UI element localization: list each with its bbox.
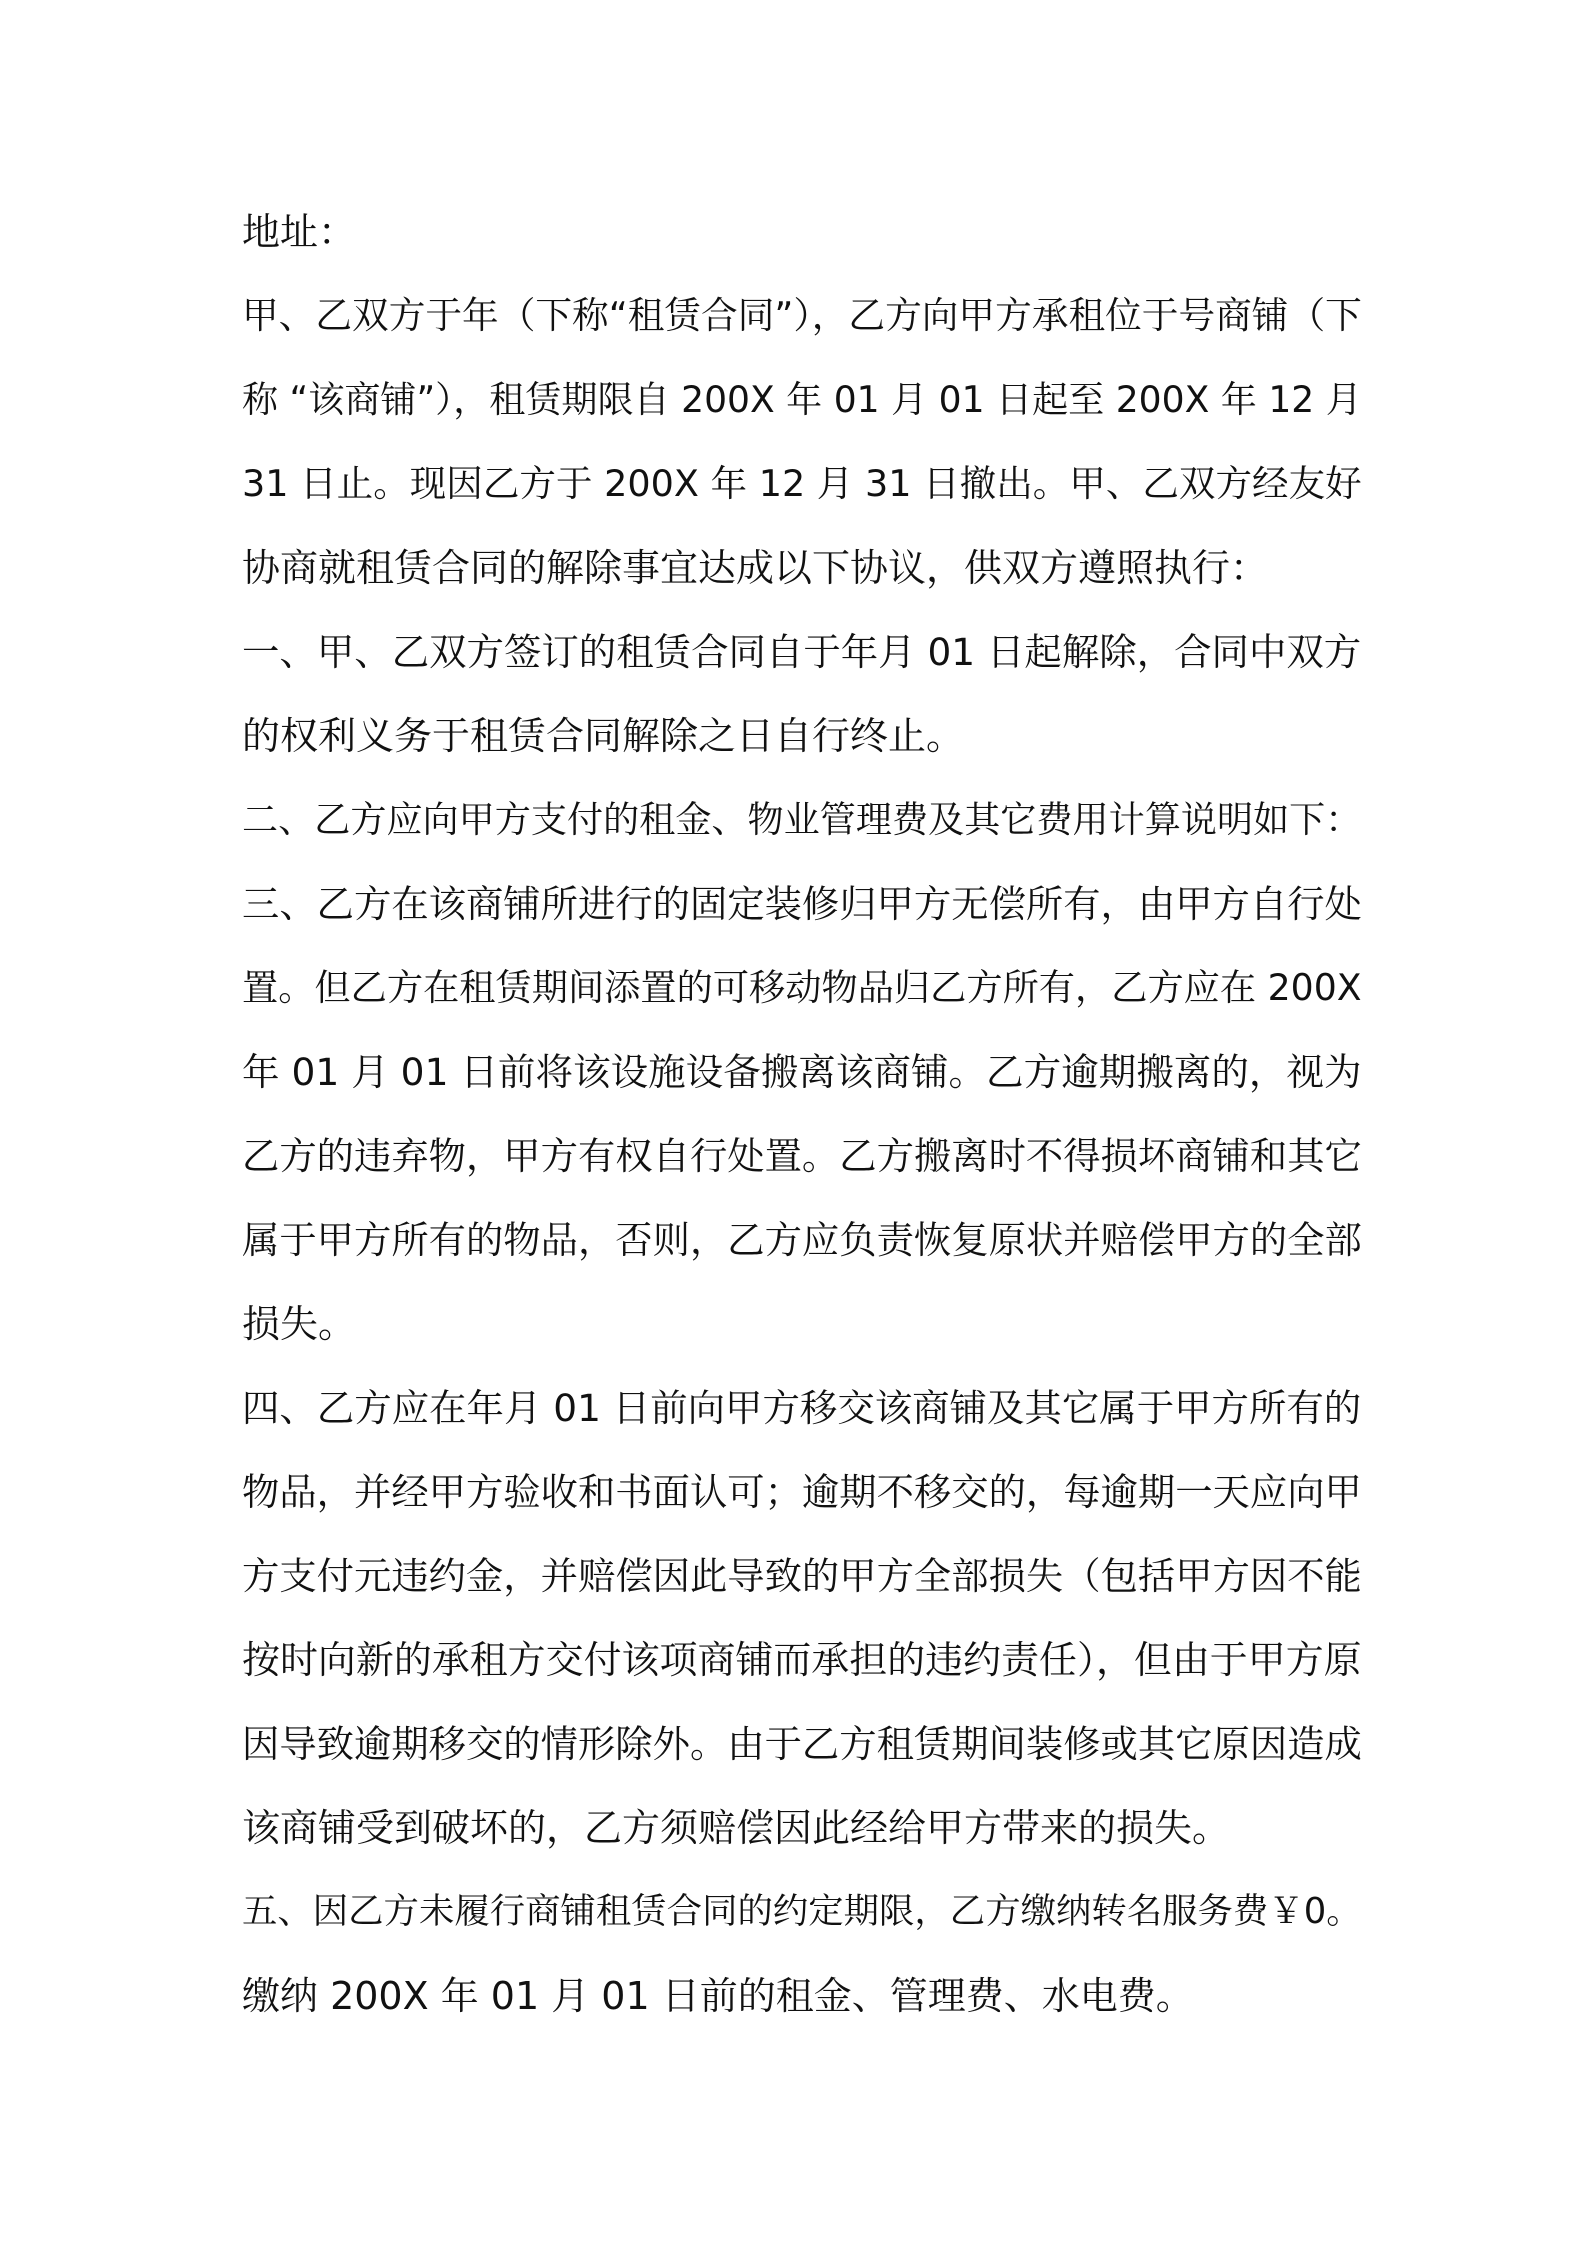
preamble-line: 31 日止。现因乙方于 200X 年 12 月 31 日撤出。甲、乙双方经友好	[242, 462, 1362, 505]
clause-1-line: 的权利义务于租赁合同解除之日自行终止。	[242, 714, 965, 758]
clause-2-line: 二、乙方应向甲方支付的租金、物业管理费及其它费用计算说明如下：	[242, 798, 1362, 841]
preamble-line: 称 “该商铺”），租赁期限自 200X 年 01 月 01 日起至 200X 年 12 月	[242, 379, 1362, 421]
clause-4-line: 四、乙方应在年月 01 日前向甲方移交该商铺及其它属于甲方所有的	[242, 1386, 1362, 1430]
preamble-line: 协商就租赁合同的解除事宜达成以下协议，供双方遵照执行：	[242, 546, 1269, 590]
clause-4-line: 按时向新的承租方交付该项商铺而承担的违约责任），但由于甲方原	[242, 1638, 1362, 1682]
preamble-line: 甲、乙双方于年（下称“租赁合同”），乙方向甲方承租位于号商铺（下	[242, 294, 1362, 337]
clause-5-line: 缴纳 200X 年 01 月 01 日前的租金、管理费、水电费。	[242, 1974, 1194, 2018]
clause-3-line: 损失。	[242, 1302, 357, 1346]
clause-1-line: 一、甲、乙双方签订的租赁合同自于年月 01 日起解除，合同中双方	[242, 630, 1362, 674]
clause-5-line: 五、因乙方未履行商铺租赁合同的约定期限，乙方缴纳转名服务费￥0。	[242, 1891, 1362, 1932]
clause-3-line: 三、乙方在该商铺所进行的固定装修归甲方无偿所有，由甲方自行处	[242, 882, 1362, 926]
clause-3-line: 置。但乙方在租赁期间添置的可移动物品归乙方所有，乙方应在 200X	[242, 966, 1362, 1009]
clause-4-line: 因导致逾期移交的情形除外。由于乙方租赁期间装修或其它原因造成	[242, 1722, 1362, 1766]
clause-4-line: 物品，并经甲方验收和书面认可；逾期不移交的，每逾期一天应向甲	[242, 1470, 1362, 1514]
clause-3-line: 属于甲方所有的物品，否则，乙方应负责恢复原状并赔偿甲方的全部	[242, 1218, 1362, 1262]
clause-3-line: 年 01 月 01 日前将该设施设备搬离该商铺。乙方逾期搬离的，视为	[242, 1050, 1362, 1094]
address-line: 地址：	[242, 210, 357, 254]
clause-4-line: 该商铺受到破坏的，乙方须赔偿因此经给甲方带来的损失。	[242, 1806, 1231, 1850]
document-body	[242, 190, 1362, 2038]
clause-4-line: 方支付元违约金，并赔偿因此导致的甲方全部损失（包括甲方因不能	[242, 1554, 1362, 1598]
clause-3-line: 乙方的违弃物，甲方有权自行处置。乙方搬离时不得损坏商铺和其它	[242, 1134, 1362, 1178]
